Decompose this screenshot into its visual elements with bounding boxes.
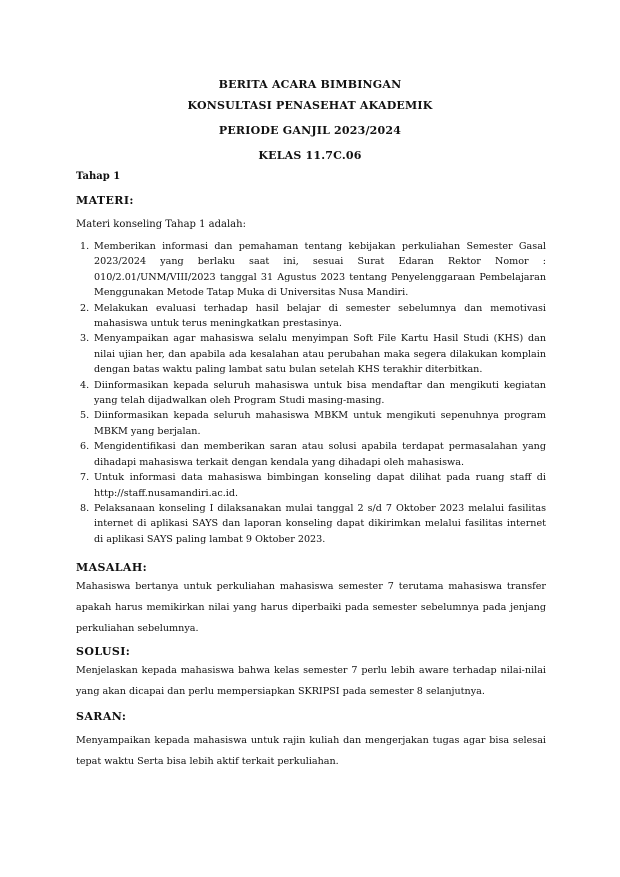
solusi-heading: SOLUSI: xyxy=(76,645,131,658)
list-item-text: Mengidentifikasi dan memberikan saran atau solusi apabila terdapat permasalahan yang dihadapi mahasiswa terkait dengan kendala yang dihadapi oleh mahasiswa. xyxy=(94,441,546,468)
list-item xyxy=(76,470,546,501)
list-item xyxy=(76,408,546,439)
list-item xyxy=(76,301,546,332)
title-line-4: KELAS 11.7C.06 xyxy=(258,149,362,162)
materi-intro: Materi konseling Tahap 1 adalah: xyxy=(76,219,246,230)
list-item xyxy=(76,331,546,377)
list-item-text: Menyampaikan agar mahasiswa selalu menyimpan Soft File Kartu Hasil Studi (KHS) dan nilai ujian her, dan apabila ada kesalahan atau perubahan maka segera dilakukan komplain dengan batas waktu paling lambat satu bulan setelah KHS terakhir diterbitkan. xyxy=(94,333,546,376)
masalah-text: Mahasiswa bertanya untuk perkuliahan mahasiswa semester 7 terutama mahasiswa transfer apakah harus memikirkan nilai yang harus diperbaiki pada semester sebelumnya pada jenjang perkuliahan sebelumnya. xyxy=(76,581,546,634)
masalah-heading: MASALAH: xyxy=(76,561,148,574)
list-item-number: 6. xyxy=(80,441,90,453)
list-item-text: Memberikan informasi dan pemahaman tentang kebijakan perkuliahan Semester Gasal 2023/2024 yang berlaku saat ini, sesuai Surat Edaran Rektor Nomor : 010/2.01/UNM/VIII/2023 tanggal 31 Agustus 2023 tentang Penyelenggaraan Pembelajaran Menggunakan Metode Tatap Muka di Universitas Nusa Mandiri. xyxy=(94,241,546,299)
list-item xyxy=(76,239,546,301)
title-line-3: PERIODE GANJIL 2023/2024 xyxy=(218,124,402,137)
solusi-text: Menjelaskan kepada mahasiswa bahwa kelas semester 7 perlu lebih aware terhadap nilai-nilai yang akan dicapai dan perlu mempersiapkan SKRIPSI pada semester 8 selanjutnya. xyxy=(76,665,546,697)
materi-list xyxy=(76,239,546,547)
list-item-number: 8. xyxy=(80,502,90,514)
list-item-number: 3. xyxy=(80,333,90,345)
tahap-label: Tahap 1 xyxy=(76,171,121,182)
list-item-number: 2. xyxy=(80,302,90,314)
list-item-number: 7. xyxy=(80,472,90,484)
materi-heading: MATERI: xyxy=(76,194,134,207)
list-item xyxy=(76,501,546,547)
list-item-text: Pelaksanaan konseling I dilaksanakan mulai tanggal 2 s/d 7 Oktober 2023 melalui fasilitas internet di aplikasi SAYS dan laporan konseling dapat dikirimkan melalui fasilitas internet di aplikasi SAYS paling lambat 9 Oktober 2023. xyxy=(94,502,546,545)
list-item-text: Melakukan evaluasi terhadap hasil belajar di semester sebelumnya dan memotivasi mahasiswa untuk terus meningkatkan prestasinya. xyxy=(94,302,546,330)
saran-heading: SARAN: xyxy=(76,710,127,723)
list-item xyxy=(76,378,546,409)
list-item xyxy=(76,439,546,470)
title-line-1: BERITA ACARA BIMBINGAN xyxy=(218,78,402,91)
list-item-number: 5. xyxy=(80,410,90,422)
list-item-number: 4. xyxy=(80,379,90,391)
list-item-text: Untuk informasi data mahasiswa bimbingan konseling dapat dilihat pada ruang staff di http://staff.nusamandiri.ac.id. xyxy=(94,472,546,499)
list-item-text: Diinformasikan kepada seluruh mahasiswa MBKM untuk mengikuti sepenuhnya program MBKM yang berjalan. xyxy=(94,410,546,437)
list-item-number: 1. xyxy=(80,241,90,252)
title-line-2: KONSULTASI PENASEHAT AKADEMIK xyxy=(187,99,433,112)
list-item-text: Diinformasikan kepada seluruh mahasiswa untuk bisa mendaftar dan mengikuti kegiatan yang telah dijadwalkan oleh Program Studi masing-masing. xyxy=(94,379,546,407)
saran-text: Menyampaikan kepada mahasiswa untuk rajin kuliah dan mengerjakan tugas agar bisa selesai tepat waktu Serta bisa lebih aktif terkait perkuliahan. xyxy=(76,735,546,767)
